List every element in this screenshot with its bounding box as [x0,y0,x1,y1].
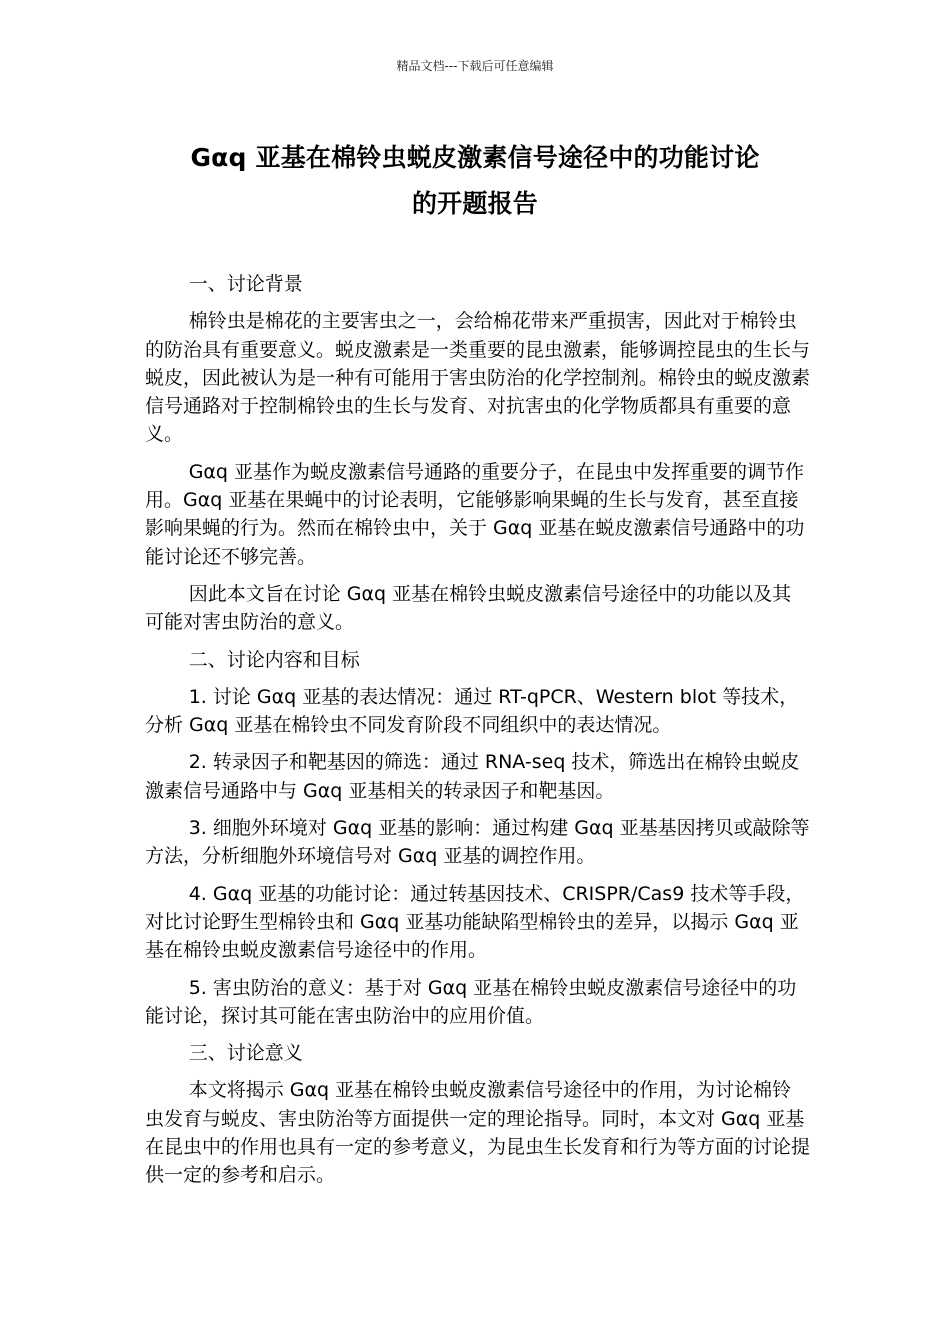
page-header-note: 精品文档---下载后可任意编辑 [396,59,554,73]
section-heading-significance: 三、讨论意义 [188,1042,303,1065]
section-heading-content: 二、讨论内容和目标 [188,648,360,671]
title-line-1: Gαq 亚基在棉铃虫蜕皮激素信号途径中的功能讨论 [190,143,760,172]
document-body [145,270,810,1199]
list-item-expression: 1. 讨论 Gαq 亚基的表达情况：通过 RT-qPCR、Western blot 等技术，分析 Gαq 亚基在棉铃虫不同发育阶段不同组织中的表达情况。 [145,685,799,737]
list-item-screening: 2. 转录因子和靶基因的筛选：通过 RNA-seq 技术，筛选出在棉铃虫蜕皮激素信号通路中与 Gαq 亚基相关的转录因子和靶基因。 [145,751,800,802]
list-item-pest-control: 5. 害虫防治的意义：基于对 Gαq 亚基在棉铃虫蜕皮激素信号途径中的功能讨论，探讨其可能在害虫防治中的应用价值。 [145,976,797,1027]
paragraph-background-3: 因此本文旨在讨论 Gαq 亚基在棉铃虫蜕皮激素信号途径中的功能以及其可能对害虫防治的意义。 [145,582,792,634]
list-item-function: 4. Gαq 亚基的功能讨论：通过转基因技术、CRISPR/Cas9 技术等手段，对比讨论野生型棉铃虫和 Gαq 亚基功能缺陷型棉铃虫的差异，以揭示 Gαq 亚基在棉铃虫蜕皮激素信号途径中的作用。 [145,882,805,962]
document-title [120,136,830,226]
title-line-2: 的开题报告 [411,189,538,218]
paragraph-background-1: 棉铃虫是棉花的主要害虫之一，会给棉花带来严重损害，因此对于棉铃虫的防治具有重要意义。蜕皮激素是一类重要的昆虫激素，能够调控昆虫的生长与蜕皮，因此被认为是一种有可能用于害虫防治的化学控制剂。棉铃虫的蜕皮激素信号通路对于控制棉铃虫的生长与发育、对抗害虫的化学物质都具有重要的意义。 [145,310,811,446]
section-heading-background: 一、讨论背景 [188,273,303,295]
paragraph-background-2: Gαq 亚基作为蜕皮激素信号通路的重要分子，在昆虫中发挥重要的调节作用。Gαq 亚基在果蝇中的讨论表明，它能够影响果蝇的生长与发育，甚至直接影响果蝇的行为。然而在棉铃虫中，关于 Gαq 亚基在蜕皮激素信号通路中的功能讨论还不够完善。 [145,460,805,568]
paragraph-significance: 本文将揭示 Gαq 亚基在棉铃虫蜕皮激素信号途径中的作用，为讨论棉铃虫发育与蜕皮、害虫防治等方面提供一定的理论指导。同时，本文对 Gαq 亚基在昆虫中的作用也具有一定的参考意义，为昆虫生长发育和行为等方面的讨论提供一定的参考和启示。 [145,1079,811,1187]
list-item-environment: 3. 细胞外环境对 Gαq 亚基的影响：通过构建 Gαq 亚基基因拷贝或敲除等方法，分析细胞外环境信号对 Gαq 亚基的调控作用。 [145,817,810,868]
